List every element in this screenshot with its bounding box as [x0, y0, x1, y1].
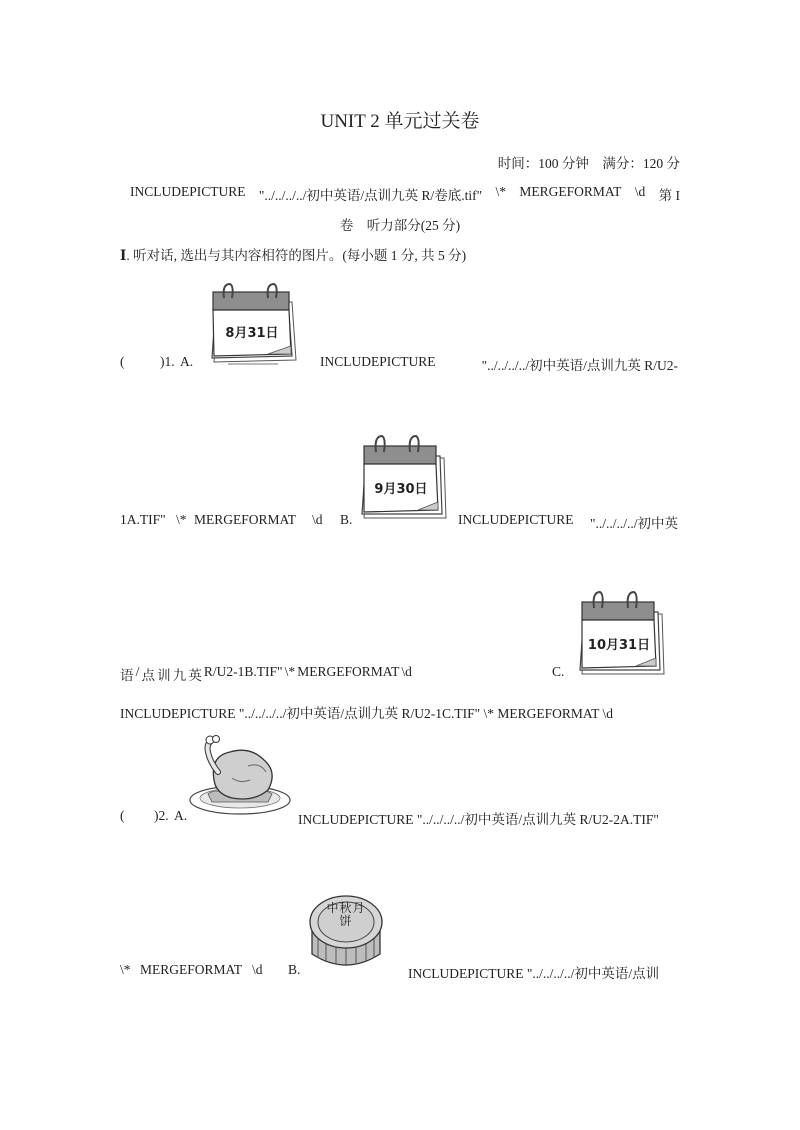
mergeformat-text: MERGEFORMAT	[519, 184, 622, 199]
page-title: UNIT 2 单元过关卷	[320, 111, 480, 132]
d-switch-text: \d	[252, 962, 263, 977]
part-label: 第 I	[658, 188, 680, 203]
roast-chicken-image	[188, 732, 292, 820]
calendar-b-image	[358, 432, 450, 524]
q2-line1-tail: INCLUDEPICTURE "../../../../初中英语/点训九英 R/U2-2A.TIF"	[298, 812, 659, 827]
q2-paren: (	[120, 808, 125, 823]
d-switch-text: \d	[312, 512, 323, 527]
path-char: 英	[188, 668, 202, 683]
calendar-c-image	[576, 588, 668, 680]
switch-text: \*	[176, 512, 187, 527]
part-heading-line1	[130, 184, 680, 204]
calendar-b-date: 9月30日	[374, 482, 428, 497]
q1-paren: (	[120, 354, 125, 369]
section-numeral: Ⅰ	[120, 248, 127, 263]
include-path: "../../../../初中英	[589, 516, 678, 531]
switch-text: \*	[495, 184, 507, 199]
include-path: "../../../../初中英语/点训九英 R/U2-	[481, 358, 678, 373]
q1-line1-tail	[320, 354, 678, 374]
path-char: 点	[141, 668, 155, 683]
calendar-a-image	[208, 280, 300, 368]
path-char: /	[135, 664, 140, 679]
q1-line2-tail	[458, 512, 678, 532]
d-switch-text: \d	[634, 184, 646, 199]
include-path: "../../../../初中英语/点训九英 R/卷底.tif"	[258, 188, 483, 203]
path-text: R/U2-1B.TIF"	[203, 664, 283, 679]
q2-number: )2.	[154, 808, 169, 823]
d-switch-text: \d	[401, 664, 412, 679]
mergeformat-text: MERGEFORMAT	[140, 962, 243, 977]
time-info: 时间：100 分钟 满分：120 分	[497, 156, 680, 171]
switch-text: \*	[120, 962, 131, 977]
section-instruction-text: . 听对话, 选出与其内容相符的图片。(每小题 1 分, 共 5 分)	[126, 248, 467, 263]
q2-option-b: B.	[288, 962, 301, 977]
q1-line3	[120, 664, 412, 684]
path-char: 训	[157, 668, 171, 683]
path-char: 语	[120, 668, 134, 683]
q1-option-c: C.	[552, 664, 565, 679]
include-picture-field: INCLUDEPICTURE	[458, 512, 574, 527]
calendar-a-date: 8月31日	[225, 326, 279, 341]
q2-line2-tail: INCLUDEPICTURE "../../../../初中英语/点训	[408, 966, 660, 981]
q1-option-b: B.	[340, 512, 353, 527]
mooncake-text: 中秋月饼	[326, 901, 366, 928]
include-picture-field: INCLUDEPICTURE	[130, 184, 246, 199]
mergeformat-text: MERGEFORMAT	[297, 664, 400, 679]
mooncake-icon	[306, 884, 386, 974]
path-end: 1A.TIF"	[120, 512, 166, 527]
calendar-c-date: 10月31日	[587, 638, 651, 653]
mergeformat-text: MERGEFORMAT	[194, 512, 297, 527]
q2-option-a: A.	[174, 808, 188, 823]
part-heading-line2: 卷 听力部分(25 分)	[339, 218, 461, 233]
q1-number: )1.	[160, 354, 175, 369]
switch-text: \*	[284, 664, 296, 679]
section-instruction	[120, 244, 466, 264]
include-picture-field: INCLUDEPICTURE	[320, 354, 436, 369]
q1-option-a: A.	[180, 354, 194, 369]
q1-line4: INCLUDEPICTURE "../../../../初中英语/点训九英 R/U2-1C.TIF" \* MERGEFORMAT \d	[120, 706, 614, 721]
mooncake-image	[306, 884, 386, 974]
path-char: 九	[172, 668, 187, 683]
roast-chicken-icon	[188, 732, 292, 820]
